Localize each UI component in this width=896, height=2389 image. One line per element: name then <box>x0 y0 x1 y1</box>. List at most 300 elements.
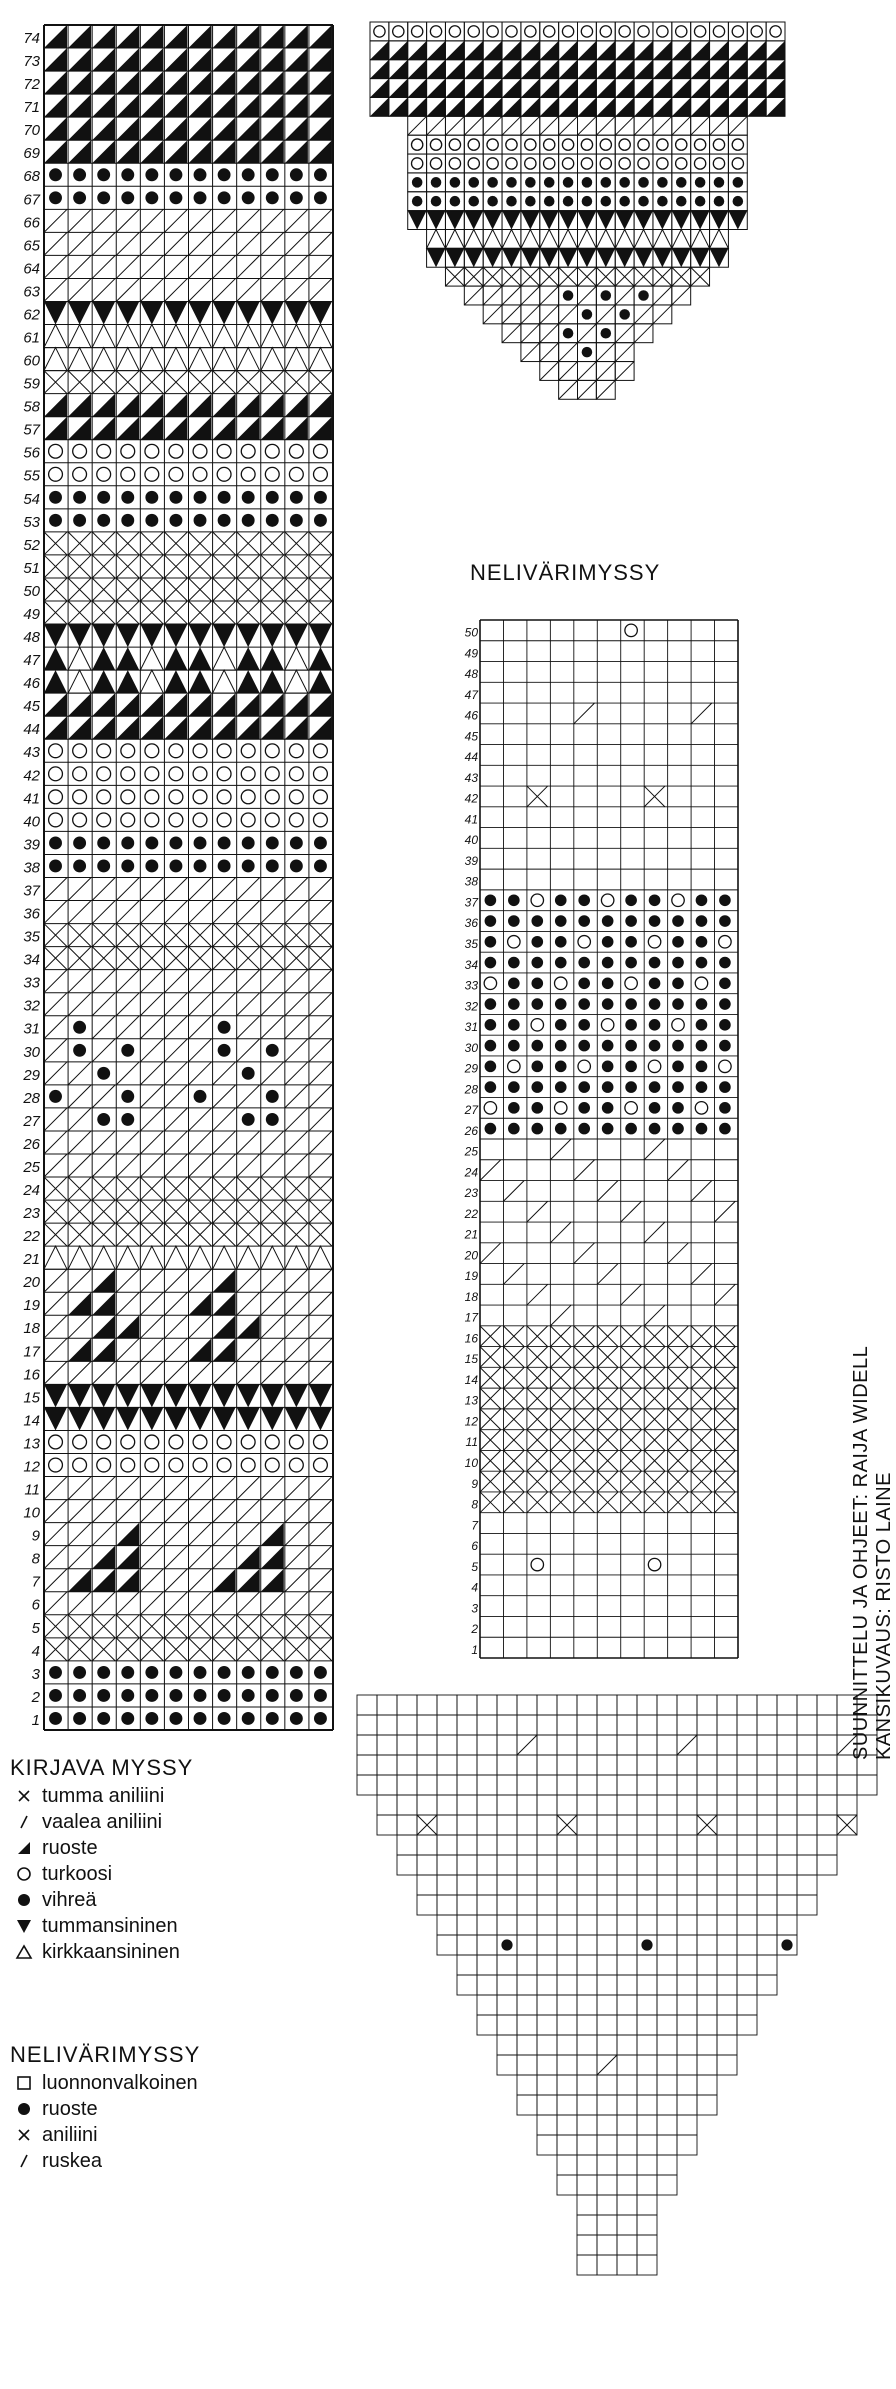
row-label: 15 <box>464 1352 478 1367</box>
legend-nelivari-item <box>10 2148 200 2174</box>
row-label: 7 <box>471 1518 478 1533</box>
chart-row-56 <box>49 444 328 458</box>
legend-kirjava-label: kirkkaansininen <box>42 1940 180 1963</box>
row-label: 53 <box>23 513 40 531</box>
chart-row-32 <box>44 993 332 1016</box>
row-label: 45 <box>464 729 478 744</box>
neli-crown-row <box>397 1855 837 1875</box>
chart-row-21 <box>44 1246 332 1269</box>
credits-design-line: SUUNNITTELU JA OHJEET: RAIJA WIDELL <box>850 1345 872 1760</box>
row-label: 34 <box>23 951 40 969</box>
neli-crown-row <box>377 1795 857 1815</box>
row-label: 46 <box>464 708 478 723</box>
row-label: 23 <box>23 1205 40 1223</box>
chart-row-19 <box>44 1292 332 1315</box>
neli-crown-row <box>517 2075 717 2095</box>
neli-row-26 <box>485 1123 731 1135</box>
crown-row <box>502 324 653 343</box>
row-label: 54 <box>23 490 40 508</box>
chart-row-20 <box>44 1269 332 1292</box>
neli-crown-row <box>557 2175 677 2195</box>
legend-kirjava-label: tummansininen <box>42 1914 178 1937</box>
row-label: 43 <box>464 770 478 785</box>
row-label: 52 <box>23 536 40 554</box>
chart-row-63 <box>44 278 332 301</box>
row-label: 50 <box>464 625 478 640</box>
row-label: 65 <box>23 237 40 255</box>
row-label: 42 <box>464 791 478 806</box>
row-label: 48 <box>464 667 478 682</box>
row-label: 13 <box>464 1393 478 1408</box>
legend-kirjava-label: vihreä <box>42 1888 97 1911</box>
row-label: 9 <box>471 1476 478 1491</box>
neli-row-15 <box>480 1347 735 1368</box>
row-label: 13 <box>23 1435 40 1453</box>
crown-row <box>427 230 729 249</box>
row-label: 11 <box>465 1435 478 1450</box>
row-label: 28 <box>464 1082 478 1097</box>
row-label: 69 <box>23 145 40 163</box>
row-label: 5 <box>31 1619 40 1637</box>
slash-icon <box>10 2151 38 2171</box>
chart-row-57 <box>44 417 332 440</box>
legend-kirjava-item <box>10 1783 193 1809</box>
legend-kirjava-item <box>10 1939 193 1965</box>
row-label: 30 <box>23 1043 40 1061</box>
neli-grid <box>480 620 738 1658</box>
chart-row-43 <box>49 744 328 758</box>
circle-open-icon <box>10 1864 38 1884</box>
neli-row-21 <box>550 1222 665 1243</box>
row-label: 41 <box>464 812 478 827</box>
crown-row <box>408 173 748 192</box>
row-label: 55 <box>23 467 40 485</box>
crown-row <box>464 286 690 305</box>
row-label: 73 <box>23 53 40 71</box>
crown-row <box>408 211 748 230</box>
row-label: 12 <box>23 1458 40 1476</box>
neli-crown-row <box>517 2095 717 2115</box>
neli-row-50 <box>625 624 637 636</box>
neli-row-16 <box>480 1326 735 1347</box>
row-label: 60 <box>23 352 40 370</box>
row-label: 33 <box>464 978 478 993</box>
chart-row-61 <box>44 325 332 348</box>
row-label: 17 <box>23 1343 40 1361</box>
nelivarimyssy-title: NELIVÄRIMYSSY <box>470 560 661 585</box>
legend-nelivari-label: luonnonvalkoinen <box>42 2071 198 2094</box>
chart-row-27 <box>44 1108 332 1131</box>
row-label: 6 <box>31 1596 40 1614</box>
neli-row-32 <box>485 998 731 1010</box>
crown-row <box>483 305 672 324</box>
chart-row-5 <box>44 1615 332 1638</box>
row-label: 34 <box>464 957 478 972</box>
chart-row-60 <box>44 348 332 371</box>
chart-row-36 <box>44 901 332 924</box>
row-label: 47 <box>464 687 478 702</box>
row-label: 72 <box>23 76 40 94</box>
neli-row-35 <box>485 936 732 948</box>
chart-row-41 <box>49 790 328 804</box>
neli-row-24 <box>480 1160 688 1181</box>
chart-row-62 <box>44 301 332 324</box>
row-label: 48 <box>23 629 40 647</box>
row-label: 38 <box>464 874 478 889</box>
neli-row-25 <box>550 1139 665 1160</box>
chart-row-47 <box>44 647 332 670</box>
row-label: 33 <box>23 974 40 992</box>
neli-row-17 <box>550 1305 665 1326</box>
neli-crown-row <box>437 1915 797 1935</box>
legend-kirjava-title: KIRJAVA MYSSY <box>10 1755 194 1780</box>
neli-row-22 <box>527 1201 735 1222</box>
row-label: 23 <box>464 1186 478 1201</box>
neli-crown-row <box>357 1695 877 1715</box>
row-label: 8 <box>31 1550 40 1568</box>
crown-row <box>408 135 748 154</box>
row-label: 35 <box>23 928 40 946</box>
row-label: 63 <box>23 283 40 301</box>
crown-row <box>370 41 785 60</box>
credits-cover-line: KANSIKUVAUS: RISTO LAINE <box>873 1471 895 1760</box>
neli-row-labels <box>464 626 480 1657</box>
crown-row <box>540 362 634 381</box>
neli-crown-row <box>457 1975 777 1995</box>
chart-grid <box>44 25 333 1730</box>
crown-row <box>445 267 709 286</box>
row-label: 40 <box>23 813 40 831</box>
row-label: 4 <box>471 1580 478 1595</box>
chart-row-10 <box>44 1500 332 1523</box>
chart-row-29 <box>44 1062 332 1085</box>
row-label: 64 <box>23 260 40 278</box>
row-label: 31 <box>464 1020 478 1035</box>
row-label: 22 <box>464 1206 478 1221</box>
row-label: 24 <box>23 1181 40 1199</box>
row-label: 10 <box>23 1504 40 1522</box>
neli-row-23 <box>503 1181 711 1202</box>
row-label: 32 <box>23 997 40 1015</box>
row-label: 43 <box>23 744 40 762</box>
chart-row-28 <box>49 1085 332 1108</box>
row-label: 37 <box>464 895 478 910</box>
legend-nelivari-item <box>10 2122 200 2148</box>
neli-crown-row <box>577 2235 657 2255</box>
square-open-icon <box>10 2073 38 2093</box>
row-label: 2 <box>31 1688 40 1706</box>
row-label: 10 <box>464 1456 478 1471</box>
crown-row <box>408 116 748 135</box>
row-label: 6 <box>471 1539 478 1554</box>
row-label: 50 <box>23 582 40 600</box>
neli-crown-row <box>577 2255 657 2275</box>
row-label: 16 <box>23 1366 40 1384</box>
legend-kirjava-item <box>10 1835 193 1861</box>
chart-row-22 <box>44 1223 332 1246</box>
legend-kirjava-item <box>10 1809 193 1835</box>
chart-row-31 <box>44 1016 332 1039</box>
cross-icon <box>10 2125 38 2145</box>
row-label: 28 <box>23 1089 40 1107</box>
chart-row-74 <box>44 25 332 48</box>
neli-row-30 <box>485 1040 731 1052</box>
legend-kirjava-label: vaalea aniliini <box>42 1810 163 1833</box>
row-label: 47 <box>23 652 40 670</box>
legend-nelivari-label: ruoste <box>42 2097 98 2120</box>
legend-kirjava-label: tumma aniliini <box>42 1784 165 1807</box>
row-label: 57 <box>23 421 40 439</box>
neli-row-31 <box>485 1019 731 1031</box>
row-label: 4 <box>31 1642 40 1660</box>
row-label: 70 <box>23 122 40 140</box>
chart-row-7 <box>44 1569 332 1592</box>
row-label: 45 <box>23 698 40 716</box>
chart-row-42 <box>49 767 328 781</box>
chart-row-6 <box>44 1592 332 1615</box>
row-label: 9 <box>31 1527 40 1545</box>
chart-row-52 <box>44 532 332 555</box>
chart-row-73 <box>44 48 332 71</box>
row-label: 58 <box>23 398 40 416</box>
row-label: 25 <box>23 1158 40 1176</box>
legend-kirjava-item <box>10 1887 193 1913</box>
neli-row-8 <box>480 1492 735 1513</box>
chart-row-65 <box>44 232 332 255</box>
chart-row-17 <box>44 1338 332 1361</box>
neli-crown-row <box>397 1835 837 1855</box>
row-label: 1 <box>31 1711 40 1729</box>
legend-kirjava-item <box>10 1861 193 1887</box>
chart-row-69 <box>44 140 332 163</box>
row-label: 39 <box>23 836 40 854</box>
nelivarimyssy-crown-chart <box>357 1695 877 2275</box>
kirjava-myssy-chart <box>22 25 333 1730</box>
row-label: 14 <box>464 1372 478 1387</box>
row-label: 22 <box>23 1228 40 1246</box>
chart-row-72 <box>44 71 332 94</box>
nelivarimyssy-chart <box>464 620 738 1658</box>
row-label: 37 <box>23 882 40 900</box>
chart-row-14 <box>44 1407 332 1430</box>
chart-row-15 <box>44 1384 332 1407</box>
row-label: 17 <box>464 1310 478 1325</box>
neli-row-28 <box>485 1081 731 1093</box>
row-label: 7 <box>31 1573 40 1591</box>
credits-text <box>850 1346 896 1760</box>
chart-row-34 <box>44 947 332 970</box>
neli-crown-row <box>557 2155 677 2175</box>
neli-crown-row <box>457 1955 777 1975</box>
triangle-down-icon <box>10 1916 38 1936</box>
row-label: 12 <box>464 1414 478 1429</box>
chart-row-70 <box>44 117 332 140</box>
neli-row-37 <box>485 894 731 906</box>
row-label: 36 <box>23 905 40 923</box>
chart-row-49 <box>44 601 332 624</box>
row-label: 11 <box>24 1481 40 1499</box>
legend-nelivari-item <box>10 2096 200 2122</box>
neli-row-36 <box>485 915 731 927</box>
row-label: 71 <box>23 99 40 117</box>
chart-row-30 <box>44 1039 332 1062</box>
neli-row-10 <box>480 1450 735 1471</box>
chart-row-64 <box>44 255 332 278</box>
neli-row-11 <box>480 1430 735 1451</box>
neli-crown-row <box>357 1755 877 1775</box>
neli-crown-row <box>437 1935 797 1955</box>
row-label: 49 <box>464 646 478 661</box>
neli-row-13 <box>480 1388 735 1409</box>
row-label: 8 <box>471 1497 478 1512</box>
row-label: 51 <box>23 559 40 577</box>
chart-row-23 <box>44 1200 332 1223</box>
neli-row-9 <box>480 1471 735 1492</box>
chart-row-12 <box>49 1458 328 1472</box>
row-label: 26 <box>23 1135 40 1153</box>
neli-crown-row <box>537 2115 697 2135</box>
row-label: 40 <box>464 833 478 848</box>
row-label: 20 <box>23 1274 40 1292</box>
neli-crown-row <box>497 2035 737 2055</box>
row-label: 74 <box>23 29 40 47</box>
crown-row <box>559 380 616 399</box>
row-label: 67 <box>23 191 40 209</box>
row-label: 2 <box>471 1622 478 1637</box>
row-label: 46 <box>23 675 40 693</box>
row-label: 3 <box>471 1601 478 1616</box>
chart-row-46 <box>44 670 332 693</box>
row-label: 59 <box>23 375 40 393</box>
row-label: 29 <box>464 1061 478 1076</box>
row-label: 66 <box>23 214 40 232</box>
legend-kirjava-label: ruoste <box>42 1836 98 1859</box>
legend-nelivari-label: aniliini <box>42 2123 98 2146</box>
chart-row-71 <box>44 94 332 117</box>
row-label: 18 <box>464 1289 478 1304</box>
crown-row <box>427 248 729 267</box>
crown-row <box>370 60 785 79</box>
triangle-black-icon <box>10 1838 38 1858</box>
neli-crown-row <box>357 1775 877 1795</box>
neli-row-19 <box>503 1264 711 1285</box>
neli-row-27 <box>484 1102 731 1114</box>
row-label: 24 <box>464 1165 478 1180</box>
crown-row <box>408 192 748 211</box>
chart-row-33 <box>44 970 332 993</box>
neli-crown-row <box>357 1715 877 1735</box>
row-label: 5 <box>471 1559 478 1574</box>
kirjava-myssy-crown-chart <box>370 22 785 399</box>
neli-crown-row <box>497 2055 737 2075</box>
row-label: 56 <box>23 444 40 462</box>
row-label: 14 <box>23 1412 40 1430</box>
legend-nelivari-title: NELIVÄRIMYSSY <box>10 2042 201 2067</box>
row-label: 15 <box>23 1389 40 1407</box>
chart-row-48 <box>44 624 332 647</box>
neli-crown-row <box>477 2015 757 2035</box>
neli-row-12 <box>480 1409 735 1430</box>
row-label: 18 <box>23 1320 40 1338</box>
neli-crown-row <box>577 2215 657 2235</box>
chart-row-50 <box>44 578 332 601</box>
neli-row-34 <box>485 957 731 969</box>
legend-kirjava-myssy <box>10 1755 193 1965</box>
chart-row-8 <box>44 1546 332 1569</box>
chart-row-40 <box>49 813 328 827</box>
chart-row-13 <box>49 1435 328 1449</box>
chart-row-37 <box>44 878 332 901</box>
chart-row-18 <box>44 1315 332 1338</box>
row-label: 3 <box>31 1665 40 1683</box>
chart-row-45 <box>44 693 332 716</box>
dot-icon <box>10 1890 38 1910</box>
row-label: 68 <box>23 168 40 186</box>
row-label: 25 <box>464 1144 478 1159</box>
row-label: 35 <box>464 937 478 952</box>
row-label: 62 <box>23 306 40 324</box>
row-label: 20 <box>464 1248 478 1263</box>
legend-nelivari-label: ruskea <box>42 2149 103 2172</box>
neli-crown-row <box>417 1895 817 1915</box>
row-label: 36 <box>464 916 478 931</box>
neli-crown-row <box>357 1735 877 1755</box>
dot-icon <box>10 2099 38 2119</box>
row-label: 32 <box>464 999 478 1014</box>
crown-row <box>370 79 785 98</box>
chart-row-66 <box>44 209 332 232</box>
neli-row-29 <box>485 1060 732 1072</box>
row-label: 61 <box>23 329 40 347</box>
neli-crown-row <box>377 1815 857 1835</box>
legend-nelivari-item <box>10 2070 200 2096</box>
row-label: 31 <box>23 1020 40 1038</box>
row-label: 42 <box>23 767 40 785</box>
triangle-open-icon <box>10 1942 38 1962</box>
legend-kirjava-item <box>10 1913 193 1939</box>
row-label: 19 <box>464 1269 478 1284</box>
row-label: 1 <box>471 1642 478 1657</box>
row-label: 16 <box>464 1331 478 1346</box>
row-label: 19 <box>23 1297 40 1315</box>
chart-row-58 <box>44 394 332 417</box>
chart-row-16 <box>44 1361 332 1384</box>
neli-crown-row <box>417 1875 817 1895</box>
row-label: 21 <box>23 1251 40 1269</box>
chart-row-59 <box>44 371 332 394</box>
cross-icon <box>10 1786 38 1806</box>
chart-row-9 <box>44 1523 332 1546</box>
chart-row-11 <box>44 1477 332 1500</box>
chart-row-55 <box>49 467 328 481</box>
row-label: 39 <box>464 853 478 868</box>
chart-row-51 <box>44 555 332 578</box>
chart-row-24 <box>44 1177 332 1200</box>
row-label: 27 <box>464 1103 478 1118</box>
chart-row-44 <box>44 716 332 739</box>
row-label: 44 <box>23 721 40 739</box>
row-label: 21 <box>464 1227 478 1242</box>
row-label: 41 <box>23 790 40 808</box>
chart-row-26 <box>44 1131 332 1154</box>
row-label: 38 <box>23 859 40 877</box>
neli-row-33 <box>484 977 731 989</box>
row-label: 30 <box>464 1040 478 1055</box>
row-label: 29 <box>23 1066 40 1084</box>
row-label: 44 <box>464 750 478 765</box>
slash-icon <box>10 1812 38 1832</box>
chart-row-25 <box>44 1154 332 1177</box>
